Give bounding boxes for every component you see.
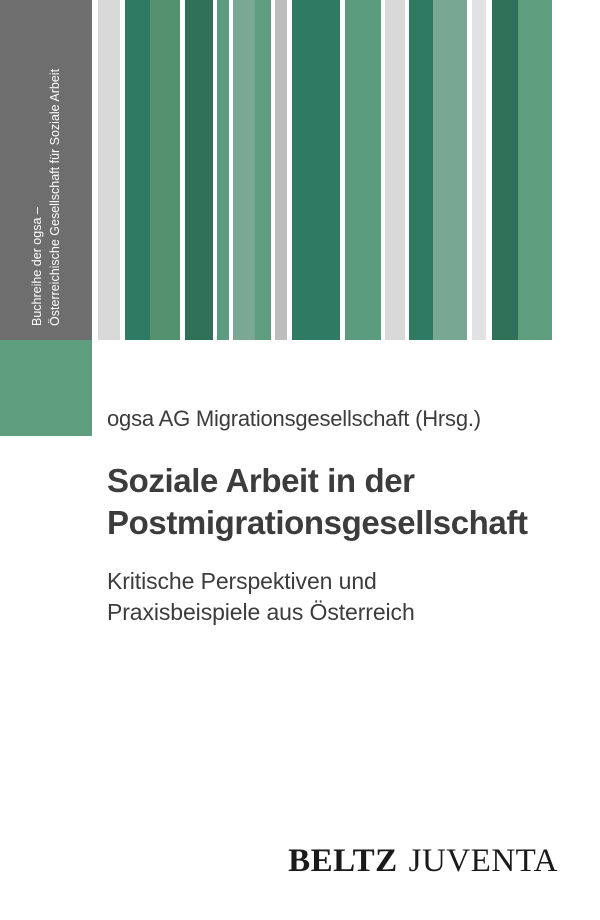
series-label-line1: Buchreihe der ogsa – <box>29 207 44 326</box>
page-title <box>107 460 577 544</box>
stripe-9 <box>217 0 229 340</box>
subtitle <box>107 566 577 628</box>
cover-text-area <box>107 406 577 628</box>
title-line-1: Soziale Arbeit in der <box>107 462 415 499</box>
series-label-line2: Österreichische Gesellschaft für Soziale Arbeit <box>48 68 62 326</box>
stripe-14 <box>275 0 287 340</box>
stripe-25 <box>472 0 486 340</box>
series-label-block <box>0 0 92 340</box>
subtitle-line-1: Kritische Perspektiven und <box>107 567 377 594</box>
stripe-28 <box>518 0 552 340</box>
stripe-7 <box>185 0 213 340</box>
green-accent-square <box>0 340 92 436</box>
title-line-2: Postmigrationsgesellschaft <box>107 503 528 541</box>
stripe-23 <box>433 0 467 340</box>
stripe-2 <box>98 0 120 340</box>
stripe-18 <box>345 0 381 340</box>
editors-line: ogsa AG Migrationsgesellschaft (Hrsg.) <box>107 406 481 431</box>
publisher-name-beltz: BELTZ <box>288 843 398 879</box>
stripe-12 <box>255 0 271 340</box>
stripe-5 <box>150 0 180 340</box>
stripe-27 <box>492 0 518 340</box>
stripe-11 <box>233 0 255 340</box>
stripe-29 <box>552 0 600 340</box>
series-label-rotated <box>0 0 92 340</box>
stripe-16 <box>292 0 340 340</box>
publisher-name-juventa: JUVENTA <box>408 843 558 879</box>
publisher-logo <box>288 843 558 880</box>
subtitle-line-2: Praxisbeispiele aus Österreich <box>107 598 415 625</box>
stripe-22 <box>409 0 433 340</box>
stripe-4 <box>125 0 150 340</box>
stripe-20 <box>385 0 405 340</box>
